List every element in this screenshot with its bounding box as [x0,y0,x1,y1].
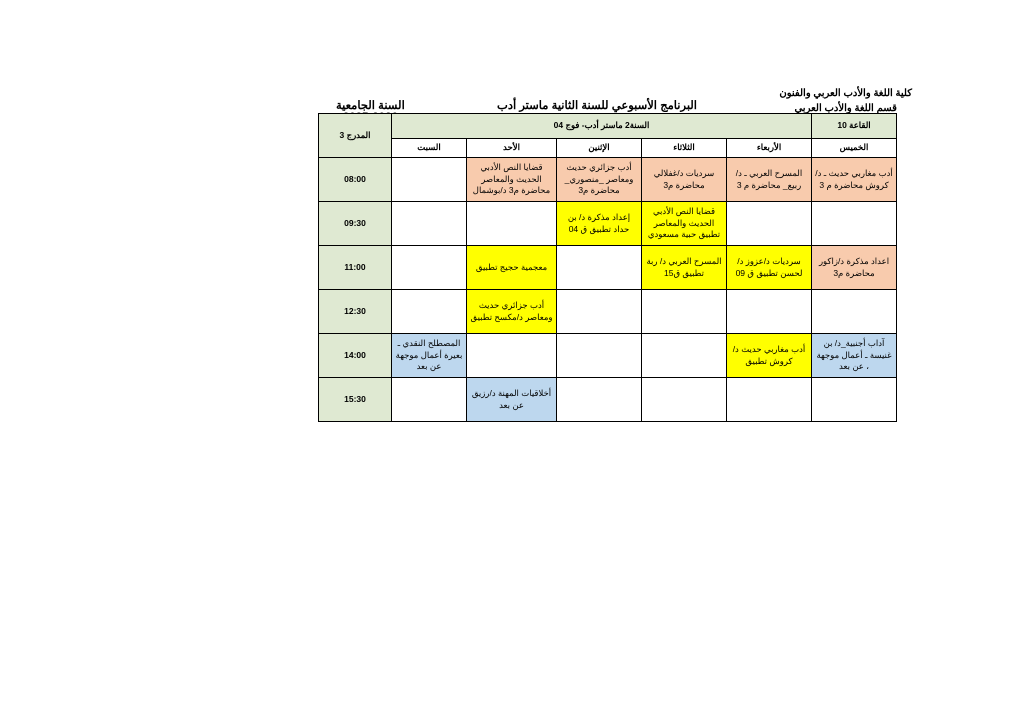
session-cell: المصطلح النقدي ـ بعيرة أعمال موجهة عن بعد [392,334,467,378]
timetable-day-header-row [319,139,897,158]
time-slot-label: 08:00 [319,158,392,202]
day-header-4: الإثنين [557,139,642,158]
day-header-6: السبت [392,139,467,158]
time-slot-label: 09:30 [319,202,392,246]
time-slot-label: 12:30 [319,290,392,334]
session-cell: إعداد مذكرة د/ بن حداد تطبيق ق 04 [557,202,642,246]
empty-cell [557,378,642,422]
empty-cell [727,378,812,422]
empty-cell [392,290,467,334]
session-cell: سرديات د/عزوز د/ لحسن تطبيق ق 09 [727,246,812,290]
time-slot-label: 14:00 [319,334,392,378]
session-cell: المسرح العربي د/ ربة تطبيق ق15 [642,246,727,290]
empty-cell [727,290,812,334]
session-cell: المسرح العربي ـ د/ربيع_ محاضرة م 3 [727,158,812,202]
empty-cell [812,202,897,246]
day-header-5: الأحد [467,139,557,158]
timetable-row [319,290,897,334]
day-header-2: الأربعاء [727,139,812,158]
session-cell: آداب أجنبية_د/ بن غنيسة ـ أعمال موجهة ، عن بعد [812,334,897,378]
empty-cell [392,158,467,202]
empty-cell [812,290,897,334]
empty-cell [392,378,467,422]
timetable-row [319,378,897,422]
day-header-1: الخميس [812,139,897,158]
timetable-main-title: السنة2 ماستر أدب- فوج 04 [392,114,812,139]
empty-cell [642,334,727,378]
session-cell: أدب جزائري حديث ومعاصر _منصوري_ محاضرة م3 [557,158,642,202]
hall-label: القاعة 10 [812,114,897,139]
session-cell: سرديات د/غفلالي محاضرة م3 [642,158,727,202]
timetable-row [319,246,897,290]
day-header-3: الثلاثاء [642,139,727,158]
program-title: البرنامج الأسبوعي للسنة الثانية ماستر أدب [497,100,697,112]
session-cell: أدب مغاربي حديث د/كروش تطبيق [727,334,812,378]
empty-cell [467,334,557,378]
empty-cell [392,246,467,290]
academic-year-label: السنة الجامعية [336,100,405,112]
session-cell: أدب مغاربي حديث ـ د/كروش محاضرة م 3 [812,158,897,202]
empty-cell [557,290,642,334]
session-cell: قضايا النص الأدبي الحديث والمعاصر تطبيق حبية مسعودي [642,202,727,246]
session-cell: أخلاقيات المهنة د/رزيق عن بعد [467,378,557,422]
empty-cell [557,334,642,378]
amphi-label: المدرج 3 [319,114,392,158]
session-cell: قضايا النص الأدبي الحديث والمعاصر محاضرة م3 د/بوشمال [467,158,557,202]
empty-cell [812,378,897,422]
empty-cell [727,202,812,246]
weekly-timetable [318,113,897,422]
faculty-line-1: كلية اللغة والأدب العربي والفنون [779,88,912,99]
timetable-row [319,202,897,246]
time-slot-label: 11:00 [319,246,392,290]
session-cell: أدب جزائري حديث ومعاصر د/مكسح تطبيق [467,290,557,334]
empty-cell [392,202,467,246]
empty-cell [557,246,642,290]
faculty-line-2: قسم اللغة والأدب العربي [794,103,897,114]
timetable-row [319,334,897,378]
timetable-title-row [319,114,897,139]
empty-cell [642,378,727,422]
session-cell: معجمية حجيج تطبيق [467,246,557,290]
time-slot-label: 15:30 [319,378,392,422]
empty-cell [467,202,557,246]
timetable-row [319,158,897,202]
faculty-heading [779,86,912,116]
session-cell: اعداد مذكرة د/زاكور محاضرة م3 [812,246,897,290]
empty-cell [642,290,727,334]
